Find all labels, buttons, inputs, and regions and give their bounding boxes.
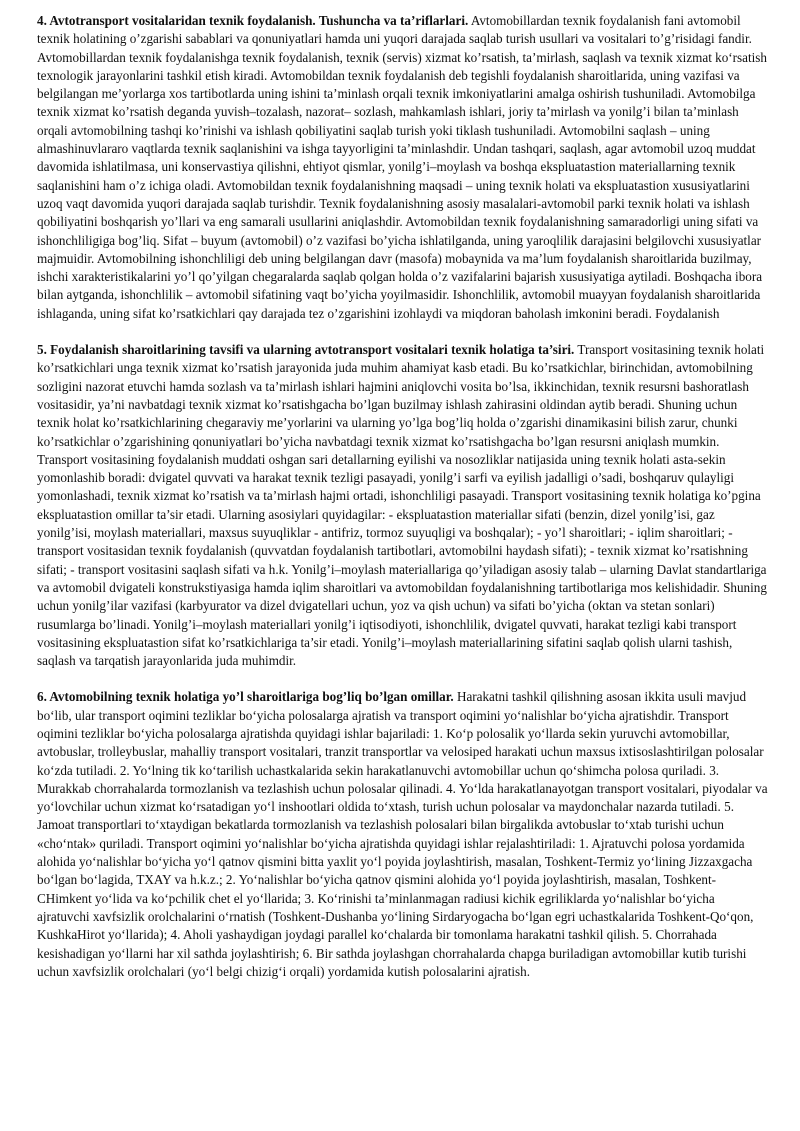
section-5-heading: 5. Foydalanish sharoitlarining tavsifi va ularning avtotransport vositalari texnik holatiga ta’siri. [37,342,575,358]
section-6-heading: 6. Avtomobilning texnik holatiga yo’l sharoitlariga bog’liq bo’lgan omillar. [37,689,454,705]
section-6-body: Harakatni tashkil qilishning asosan ikkita usuli mavjud bo‘lib, ular transport oqimini tezliklar bo‘yicha polosalarga ajratish va transport oqimini yo‘nalishlar bo‘yicha ajratishdir. Transport oqimini tezliklar bo‘yicha polosalarga ajratishda quyidagi ishlar bajariladi: 1. Ko‘p polosalik yo‘llarda sekin yuruvchi avtomobillar, avtobuslar, trolleybuslar, mahalliy transport vositalari, tranzit transportlar va velosiped harakati uchun maxsus ixtisoslashtirilgan polosalar ko‘zda tutiladi. 2. Yo‘lning tik ko‘tarilish uchastkalarida sekin harakatlanuvchi avtomobillar uchun qo‘shimcha polosa quriladi. 3. Murakkab chorrahalarda tormozlanish va tezlashish uchun polosalar qilinadi. 4. Yo‘lda harakatlanayotgan transport vositalari, piyodalar va yo‘lovchilar uchun xizmat ko‘rsatadigan yo‘l inshootlari oldida to‘xtash, turish uchun polosalar va maydonchalar nazarda tutiladi. 5. Jamoat transportlari to‘xtaydigan bekatlarda tormozlanish va tezlashish polosalari bilan birgalikda avtobuslar to‘xtab turishi uchun «cho‘ntak» quriladi. Transport oqimini yo‘nalishlar bo‘yicha ajratishda quyidagi ishlar rejalashtiriladi: 1. Ajratuvchi polosa yordamida alohida yo‘nalishlar bo‘yicha yo‘l qatnov qismini bitta yaxlit yo‘l poyida joylashtirish, masalan, Toshkent-Termiz yo‘lining Jizzaxgacha bo‘lgan bo‘lagida, TXAY va h.k.z.; 2. Yo‘nalishlar bo‘yicha qatnov qismini alohida yo‘l poyida joylashtirish, masalan, Toshkent-CHimkent yo‘lida va ko‘pchilik chet el yo‘llarida; 3. Ko‘rinishi ta’minlanmagan radiusi kichik egriliklarda yo‘nalishlar bo‘yicha ajratuvchi xavfsizlik orolchalarini o‘rnatish (Toshkent-Dushanba yo‘lining Sirdaryogacha bo‘lgan egri uchastkalarida Toshkent-Qo‘qon, KushkaHirot yo‘llarida); 4. Aholi yashaydigan joydagi parallel ko‘chalarda bir tomonlama harakatni tashkil qilish. 5. Chorrahada kesishadigan yo‘llarni har xil sathda joylashtirish; 6. Bir sathda joylashgan chorrahalarda chapga buriladigan avtomobillar kutib turishi uchun xavfsizlik orolchalari (yo‘l belgi chizig‘i orqali) yordamida kutish polosalarini ajratish. [37,689,768,979]
section-4-heading: 4. Avtotransport vositalaridan texnik foydalanish. Tushuncha va ta’riflarlari. [37,13,469,28]
section-4 [37,12,768,323]
section-5 [37,341,768,670]
section-5-body: Transport vositasining texnik holati ko’rsatkichlari unga texnik xizmat ko’rsatish jarayonida juda muhim ahamiyat kasb etadi. Bu ko’rsatkichlar, birinchidan, avtomobilning sozligini nazorat etuvchi hamda sozlash va ta’mirlash ishlari hajmini aniqlovchi vosita bo’lsa, ikkinchidan, texnik resursni bashoratlash vositasidir, ya’ni navbatdagi texnik xizmat ko’rsatishgacha bo’lgan buzilmay ishlash zahirasini oldindan aytib beradi. Shuning uchun texnik holat ko’rsatkichlarining chegaraviy me’yorlarini va ularning yo’lga bog’liq holda o’zgarishi dinamikasini bilish zarur, chunki ko’rsatkichlar o’zgarishining qonuniyatlari bo’yicha navbatdagi texnik xizmat ko’rsatishgacha bo’lgan resursni aniqlash mumkin. Transport vositasining foydalanish muddati oshgan sari detallarning eyilishi va nosozliklar natijasida uning texnik holati asta-sekin yomonlashib boradi: dvigatel quvvati va harakat texnik tezligi pasayadi, yonilg’i sarfi va eyilish jadalligi o’sadi, boshqaruv qulayligi yomonlashadi, texnik xizmat ko’rsatish va ta’mirlash hajmi ortadi, ishonchliligi pasayadi. Transport vositasining texnik holatiga ko’pgina ekspluatastion omillar ta’sir etadi. Ularning asosiylari quyidagilar: - ekspluatastion materiallar sifati (benzin, dizel yonilg’isi, gaz yonilg’isi, moylash materiallari, maxsus suyuqliklar - antifriz, tormoz suyuqligi va boshqalar); - yo’l sharoitlari; - iqlim sharoitlari; - transport vositasidan texnik foydalanish (quvvatdan foydalanish tartibotlari, avtomobilni haydash sifati); - texnik xizmat ko’rsatishning sifati; - transport vositasini saqlash sifati va h.k. Yonilg’i–moylash materiallariga qo’yiladigan asosiy talab – ularning Davlat standartlariga va avtomobil dvigateli konstrukstiyasiga hamda iqlim sharoitlari va avtomobildan foydalanishning tartibotlariga mos kelishidadir. Shuning uchun yonilg’ilar vazifasi (karbyurator va dizel dvigatellari uchun, yoz va qish uchun) va sifati bo’yicha (oktan va stetan sonlari) rusumlarga bo’linadi. Yonilg’i–moylash materiallari yonilg’i iqtisodiyoti, ishonchlilik, dvigatel quvvati, harakat tezligi kabi transport vositasining ekspluatastion sifat ko’rsatkichlariga ta’sir etadi. Yonilg’i–moylash materiallarining sifatini saqlab qolish ularni tashish, saqlash va tarqatish jarayonlarida juda muhimdir. [37,342,767,669]
section-6 [37,688,768,981]
section-4-body: Avtomobillardan texnik foydalanish fani avtomobil texnik holatining o’zgarishi sabablari va qonuniyatlari hamda uni yuqori darajada saqlab turish usullari va vositalari to’g’risidagi fandir. Avtomobillardan texnik foydalanishga texnik foydalanish, texnik (servis) xizmat ko’rsatish, ta’mirlash, saqlash va texnik xizmat ko‘rsatish texnologik jarayonlarini tashkil etish kiradi. Avtomobildan texnik foydalanish deb tegishli foydalanish sharoitlarida, uning vazifasi va belgilangan me’yorlarga xos tartibotlarda uning ishini ta’minlash orqali texnik imkoniyatlarini amalga oshirish tushuniladi. Avtomobilga texnik xizmat ko’rsatish deganda yuvish–tozalash, nazorat– sozlash, mahkamlash ishlari, joriy ta’mirlash va yonilg’i bilan ta’minlash orqali avtomobilning tashqi ko’rinishi va ishlash qobiliyatini saqlab turish yoki tiklash tushuniladi. Avtomobilni saqlash – uning almashinuvlararo vaqtlarda texnik saqlanishini va ishga tayyorligini ta’minlashdir. Undan tashqari, saqlash, agar avtomobil uzoq muddat davomida ishlatilmasa, uni konservastiya qilishni, ehtiyot qismlar, yonilg’i–moylash va boshqa ekspluatastion materiallarning texnik saqlanishini ham o’z ichiga oladi. Avtomobildan texnik foydalanishning maqsadi – uning texnik holati va ekspluatastion xususiyatlarini uzoq vaqt davomida yuqori darajada saqlab turishdir. Texnik foydalanishning asosiy masalalari-avtomobil parki texnik holati va ishlash qobiliyatini boshqarish yo’llari va eng samarali usullarini aniqlashdir. Avtomobildan texnik foydalanishning samaradorligi uning sifati va ishonchliligiga bog’liq. Sifat – buyum (avtomobil) o’z vazifasi bo’yicha ishlatilganda, uning yaroqlilik darajasini belgilovchi xususiyatlar majmuidir. Avtomobilning ishonchliligi deb uning belgilangan davr (masofa) mobaynida va ma’lum foydalanish sharoitlarida buzilmay, ishchi xarakteristikalarini yo’l qo’yilgan chegaralarda saqlab qolgan holda o’z vazifalarini bajarish xususiyatiga aytiladi. Boshqacha ibora bilan aytganda, ishonchlilik – avtomobil sifatining vaqt bo’yicha yoyilmasidir. Ishonchlilik, avtomobil muayyan foydalanish sharoitlarida ishlaganda, uning sifat ko’rsatkichlari qay darajada tez o’zgarishini izohlaydi va miqdoran baholash imkonini beradi. Foydalanish [37,13,767,321]
